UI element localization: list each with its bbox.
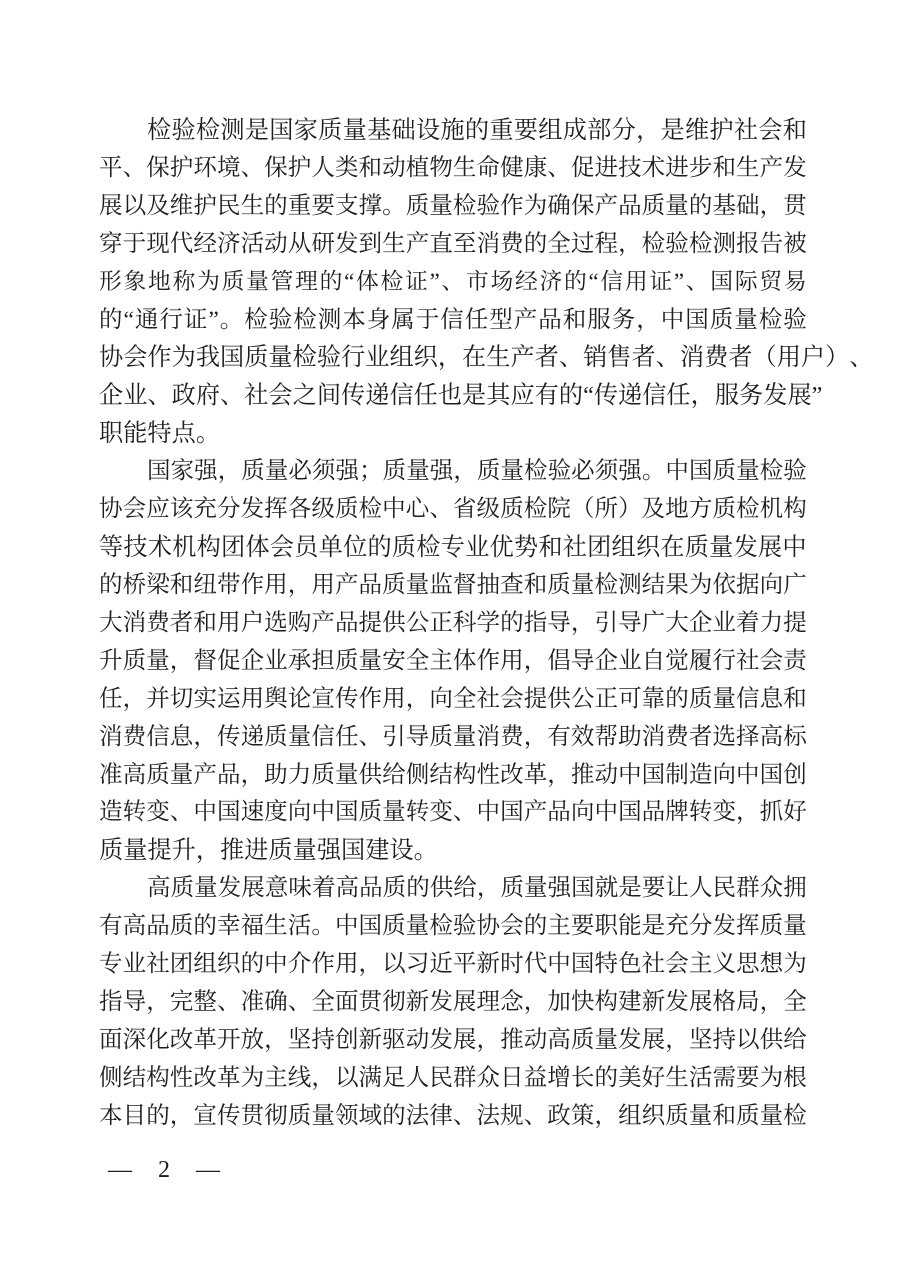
text-line: 造 转 变 、 中 国 速 度 向 中 国 质 量 转 变 、 中 国 产 品 向 中 国 品 牌 转 变 ， 抓 好: [99, 799, 807, 826]
text-line: 协 会 应 该 充 分 发 挥 各 级 质 检 中 心 、 省 级 质 检 院 （ 所 ） 及 地 方 质 检 机 构: [99, 496, 807, 523]
text-line: 大 消 费 者 和 用 户 选 购 产 品 提 供 公 正 科 学 的 指 导 ， 引 导 广 大 企 业 着 力 提: [99, 609, 807, 636]
text-line: 质 量 提 升 ， 推 进 质 量 强 国 建 设 。: [99, 837, 438, 865]
document-body: [99, 112, 874, 1135]
text-line: 职 能 特 点 。: [99, 420, 221, 448]
text-line: 展 以 及 维 护 民 生 的 重 要 支 撑 。 质 量 检 验 作 为 确 保 产 品 质 量 的 基 础 ， 贯: [99, 192, 807, 219]
text-line: 任 ， 并 切 实 运 用 舆 论 宣 传 作 用 ， 向 全 社 会 提 供 公 正 可 靠 的 质 量 信 息 和: [99, 685, 807, 712]
text-line: 等 技 术 机 构 团 体 会 员 单 位 的 质 检 专 业 优 势 和 社 团 组 织 在 质 量 发 展 中: [99, 533, 807, 561]
text-line: 本 目 的 ， 宣 传 贯 彻 质 量 领 域 的 法 律 、 法 规 、 政 策 ， 组 织 质 量 和 质 量 检: [99, 1102, 807, 1129]
text-line: 的 桥 梁 和 纽 带 作 用 ， 用 产 品 质 量 监 督 抽 查 和 质 量 检 测 结 果 为 依 据 向 广: [99, 572, 807, 599]
paragraph: [99, 870, 807, 1135]
text-line: 平 、 保 护 环 境 、 保 护 人 类 和 动 植 物 生 命 健 康 、 促 进 技 术 进 步 和 生 产 发: [99, 155, 807, 182]
text-line: 准 高 质 量 产 品 ， 助 力 质 量 供 给 侧 结 构 性 改 革 ， 推 动 中 国 制 造 向 中 国 创: [99, 761, 807, 788]
text-line: 企 业 、 政 府 、 社 会 之 间 传 递 信 任 也 是 其 应 有 的 “ 传 递 信 任 ， 服 务 发 展 ”: [99, 382, 823, 410]
text-line: 面 深 化 改 革 开 放 ， 坚 持 创 新 驱 动 发 展 ， 推 动 高 质 量 发 展 ， 坚 持 以 供 给: [99, 1026, 807, 1053]
text-line: 高 质 量 发 展 意 味 着 高 品 质 的 供 给 ， 质 量 强 国 就 是 要 让 人 民 群 众 拥: [147, 875, 807, 902]
text-line: 指 导 ， 完 整 、 准 确 、 全 面 贯 彻 新 发 展 理 念 ， 加 快 构 建 新 发 展 格 局 ， 全: [99, 989, 807, 1016]
page-number: — 2 —: [108, 1157, 224, 1183]
text-line: 升 质 量 ， 督 促 企 业 承 担 质 量 安 全 主 体 作 用 ， 倡 导 企 业 自 觉 履 行 社 会 责: [99, 647, 807, 674]
text-line: 检 验 检 测 是 国 家 质 量 基 础 设 施 的 重 要 组 成 部 分 ， 是 维 护 社 会 和: [147, 116, 807, 144]
text-line: 专 业 社 团 组 织 的 中 介 作 用 ， 以 习 近 平 新 时 代 中 国 特 色 社 会 主 义 思 想 为: [99, 951, 807, 978]
text-line: 形 象 地 称 为 质 量 管 理 的 “ 体 检 证 ” 、 市 场 经 济 的 “ 信 用 证 ” 、 国 际 贸 易: [99, 269, 807, 295]
text-line: 侧 结 构 性 改 革 为 主 线 ， 以 满 足 人 民 群 众 日 益 增 长 的 美 好 生 活 需 要 为 根: [99, 1064, 807, 1091]
text-line: 有 高 品 质 的 幸 福 生 活 。 中 国 质 量 检 验 协 会 的 主 要 职 能 是 充 分 发 挥 质 量: [99, 913, 807, 940]
text-line: 协 会 作 为 我 国 质 量 检 验 行 业 组 织 ， 在 生 产 者 、 销 售 者 、 消 费 者 （ 用 户 ） 、: [99, 344, 874, 372]
text-line: 消 费 信 息 ， 传 递 质 量 信 任 、 引 导 质 量 消 费 ， 有 效 帮 助 消 费 者 选 择 高 标: [99, 723, 807, 750]
text-line: 穿 于 现 代 经 济 活 动 从 研 发 到 生 产 直 至 消 费 的 全 过 程 ， 检 验 检 测 报 告 被: [99, 230, 807, 257]
paragraph: [99, 112, 874, 453]
text-line: 的 “ 通 行 证 ” 。 检 验 检 测 本 身 属 于 信 任 型 产 品 和 服 务 ， 中 国 质 量 检 验: [99, 306, 807, 333]
text-line: 国 家 强 ， 质 量 必 须 强 ； 质 量 强 ， 质 量 检 验 必 须 强 。 中 国 质 量 检 验: [147, 458, 807, 485]
paragraph: [99, 453, 807, 870]
